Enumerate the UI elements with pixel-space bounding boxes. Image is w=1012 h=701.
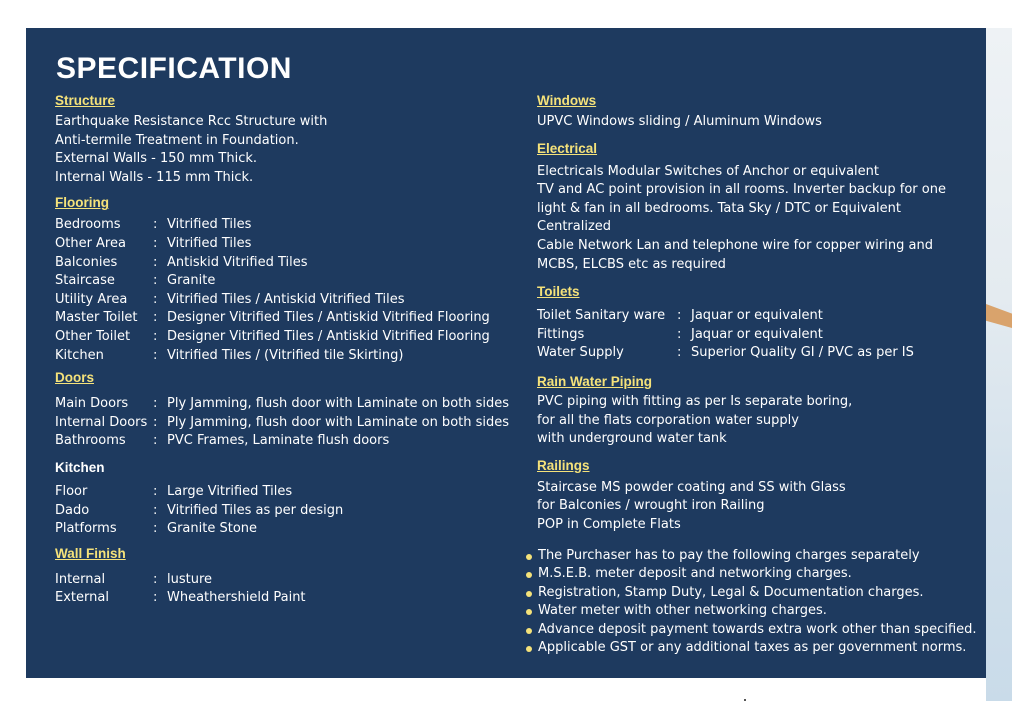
- spec-key: Balconies: [55, 254, 118, 270]
- spec-row: Fittings : Jaquar or equivalent: [537, 326, 977, 345]
- spec-key: Internal Doors: [55, 414, 148, 430]
- spec-row: Bathrooms : PVC Frames, Laminate flush doors: [55, 432, 525, 451]
- spec-key: Bedrooms: [55, 217, 121, 233]
- section-heading: Wall Finish: [55, 545, 126, 561]
- text-line: UPVC Windows sliding / Aluminum Windows: [537, 114, 822, 129]
- spec-key: Master Toilet: [55, 310, 138, 326]
- section-heading: Electrical: [537, 140, 598, 156]
- spec-row: Other Area : Vitrified Tiles: [55, 235, 525, 254]
- section-doors: [55, 369, 525, 451]
- section-heading: Rain Water Piping: [537, 373, 653, 389]
- text-line: Electricals Modular Switches of Anchor or equivalent: [537, 163, 880, 179]
- spec-value: Ply Jamming, flush door with Laminate on both sides: [167, 396, 510, 412]
- spec-value: Ply Jamming, flush door with Laminate on both sides: [167, 414, 510, 430]
- text-line: MCBS, ELCBS etc as required: [537, 256, 726, 272]
- spec-key: Floor: [55, 483, 88, 499]
- section-structure: [55, 92, 525, 187]
- list-item: The Purchaser has to pay the following charges separately: [526, 547, 977, 566]
- section-toilets: [537, 283, 977, 363]
- spec-key: Other Toilet: [55, 328, 131, 344]
- spec-row: Bedrooms : Vitrified Tiles: [55, 216, 525, 235]
- spec-row: Staircase : Granite: [55, 272, 525, 291]
- spec-key: Staircase: [55, 273, 115, 289]
- spec-row: Kitchen : Vitrified Tiles / (Vitrified tile Skirting): [55, 347, 525, 366]
- section-heading: Windows: [537, 93, 597, 108]
- right-column: [537, 92, 977, 658]
- spec-row: Balconies : Antiskid Vitrified Tiles: [55, 254, 525, 273]
- text-line: Staircase MS powder coating and SS with Glass: [537, 479, 846, 495]
- spec-key: Internal: [55, 571, 106, 587]
- spec-value: Jaquar or equivalent: [691, 326, 823, 342]
- section-rain-water-piping: [537, 373, 977, 449]
- text-line: with underground water tank: [537, 431, 727, 447]
- page-top-margin: [0, 0, 1012, 28]
- spec-key: Main Doors: [55, 396, 129, 412]
- spec-row: Main Doors : Ply Jamming, flush door with Laminate on both sides: [55, 395, 525, 414]
- section-railings: [537, 457, 977, 535]
- spec-key: Kitchen: [55, 347, 104, 363]
- spec-value: PVC Frames, Laminate flush doors: [167, 433, 390, 449]
- list-item: Water meter with other networking charges.: [526, 602, 977, 621]
- spec-value: Antiskid Vitrified Tiles: [167, 254, 308, 270]
- page-bottom-margin: [26, 678, 986, 701]
- section-wall-finish: [55, 545, 525, 608]
- list-item: Applicable GST or any additional taxes as per government norms.: [526, 639, 977, 658]
- section-flooring: [55, 194, 525, 365]
- spec-row: Utility Area : Vitrified Tiles / Antiskid Vitrified Tiles: [55, 291, 525, 310]
- text-line: Earthquake Resistance Rcc Structure with: [55, 114, 328, 129]
- spec-value: Granite: [167, 273, 216, 289]
- section-heading: Railings: [537, 457, 590, 473]
- spec-value: Designer Vitrified Tiles / Antiskid Vitrified Flooring: [167, 328, 490, 344]
- list-item: M.S.E.B. meter deposit and networking charges.: [526, 565, 977, 584]
- spec-key: Platforms: [55, 521, 117, 537]
- section-heading: Toilets: [537, 284, 580, 300]
- spec-value: Vitrified Tiles: [167, 235, 252, 251]
- section-heading: Doors: [55, 370, 95, 386]
- spec-row: Internal : lusture: [55, 571, 525, 590]
- spec-row: Platforms : Granite Stone: [55, 520, 525, 539]
- text-line: light & fan in all bedrooms. Tata Sky / DTC or Equivalent Centralized: [537, 200, 901, 235]
- background-image-edge: [986, 28, 1012, 701]
- list-item: Registration, Stamp Duty, Legal & Documentation charges.: [526, 584, 977, 603]
- text-line: Internal Walls - 115 mm Thick.: [55, 169, 254, 185]
- charges-notes-list: [526, 547, 977, 659]
- spec-value: Granite Stone: [167, 521, 258, 537]
- spec-row: Toilet Sanitary ware : Jaquar or equivalent: [537, 307, 977, 326]
- spec-row: External : Wheathershield Paint: [55, 589, 525, 608]
- spec-value: Wheathershield Paint: [167, 590, 306, 606]
- section-heading: Structure: [55, 93, 116, 108]
- spec-key: Toilet Sanitary ware: [537, 308, 666, 324]
- spec-key: Water Supply: [537, 345, 624, 361]
- spec-row: Other Toilet : Designer Vitrified Tiles / Antiskid Vitrified Flooring: [55, 328, 525, 347]
- left-column: [55, 92, 525, 608]
- section-heading: Kitchen: [55, 459, 105, 475]
- spec-key: Fittings: [537, 326, 585, 342]
- spec-value: Vitrified Tiles / (Vitrified tile Skirting): [167, 347, 404, 363]
- spec-key: External: [55, 590, 109, 606]
- spec-value: Jaquar or equivalent: [691, 308, 823, 324]
- section-heading: Flooring: [55, 195, 109, 211]
- spec-key: Utility Area: [55, 291, 128, 307]
- text-line: External Walls - 150 mm Thick.: [55, 151, 258, 167]
- specification-panel: [26, 28, 986, 678]
- spec-row: Dado : Vitrified Tiles as per design: [55, 502, 525, 521]
- spec-value: Designer Vitrified Tiles / Antiskid Vitrified Flooring: [167, 310, 490, 326]
- text-line: for all the flats corporation water supply: [537, 412, 799, 428]
- spec-row: Internal Doors : Ply Jamming, flush door with Laminate on both sides: [55, 414, 525, 433]
- text-line: POP in Complete Flats: [537, 516, 681, 532]
- spec-value: lusture: [167, 571, 213, 587]
- text-line: TV and AC point provision in all rooms. Inverter backup for one: [537, 182, 946, 198]
- spec-key: Dado: [55, 502, 90, 518]
- list-item: Advance deposit payment towards extra work other than specified.: [526, 621, 977, 640]
- text-line: Cable Network Lan and telephone wire for copper wiring and: [537, 237, 933, 253]
- spec-value: Large Vitrified Tiles: [167, 483, 293, 499]
- section-kitchen: [55, 459, 525, 539]
- section-windows: [537, 92, 977, 132]
- spec-row: Master Toilet : Designer Vitrified Tiles / Antiskid Vitrified Flooring: [55, 309, 525, 328]
- spec-value: Vitrified Tiles: [167, 217, 252, 233]
- spec-value: Superior Quality GI / PVC as per IS: [691, 345, 914, 361]
- section-electrical: [537, 140, 977, 275]
- spec-value: Vitrified Tiles / Antiskid Vitrified Tiles: [167, 291, 405, 307]
- text-line: Anti-termile Treatment in Foundation.: [55, 132, 299, 148]
- spec-row: Floor : Large Vitrified Tiles: [55, 483, 525, 502]
- spec-key: Bathrooms: [55, 433, 126, 449]
- text-line: for Balconies / wrought iron Railing: [537, 498, 765, 514]
- text-line: PVC piping with fitting as per Is separate boring,: [537, 393, 853, 409]
- spec-row: Water Supply : Superior Quality GI / PVC as per IS: [537, 344, 977, 363]
- page-title: SPECIFICATION: [56, 52, 292, 85]
- spec-key: Other Area: [55, 235, 126, 251]
- spec-value: Vitrified Tiles as per design: [167, 502, 344, 518]
